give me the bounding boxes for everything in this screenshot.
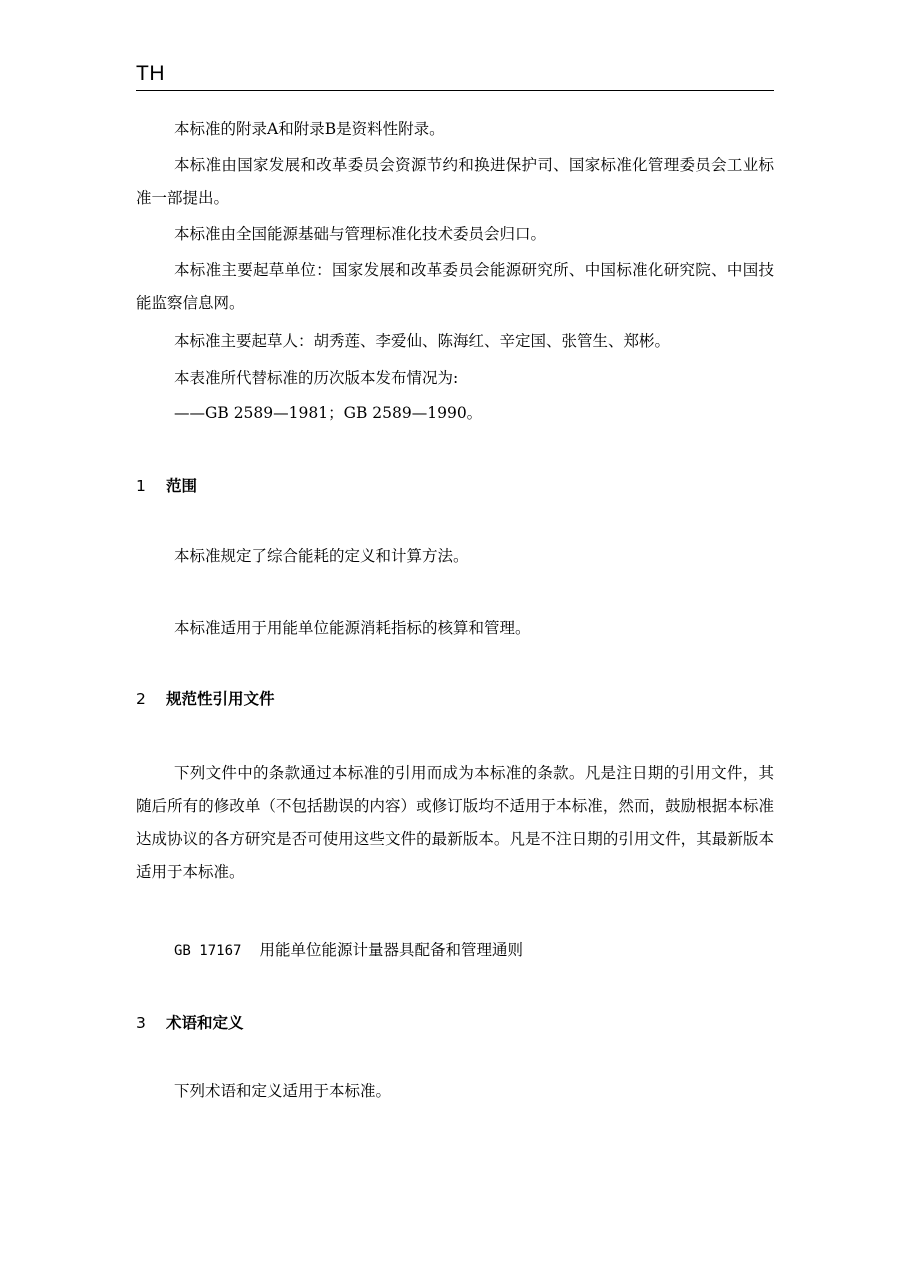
reference-code: GB 17167 (174, 943, 242, 959)
header-rule (136, 90, 774, 91)
foreword-paragraph: 本标准主要起草人：胡秀莲、李爱仙、陈海红、辛定国、张管生、郑彬。 (174, 332, 671, 350)
section-number: 1 (136, 477, 146, 495)
section-paragraph: 下列文件中的条款通过本标准的引用而成为本标准的条款。凡是注日期的引用文件，其随后所有的修改单（不包括勘误的内容）或修订版均不适用于本标准，然而，鼓励根据本标准达成协议的各方研究是否可使用这些文件的最新版本。凡是不注日期的引用文件，其最新版本适用于本标准。 (136, 764, 774, 881)
foreword-paragraph: 本标准由全国能源基础与管理标准化技术委员会归口。 (174, 225, 547, 243)
standard-header-code: TH (136, 62, 165, 85)
normative-reference-item (174, 939, 774, 962)
section-number: 2 (136, 690, 146, 708)
section-paragraph: 下列术语和定义适用于本标准。 (174, 1082, 392, 1100)
foreword-paragraph: ——GB 2589—1981；GB 2589—1990。 (174, 404, 483, 422)
section-heading-terms-definitions (136, 1012, 774, 1034)
section-title: 规范性引用文件 (166, 690, 275, 708)
section-heading-scope (136, 475, 774, 497)
reference-title: 用能单位能源计量器具配备和管理通则 (259, 941, 523, 959)
foreword-paragraph: 本表准所代替标准的历次版本发布情况为: (174, 369, 459, 387)
section-paragraph: 本标准适用于用能单位能源消耗指标的核算和管理。 (174, 619, 531, 637)
section-title: 范围 (166, 477, 198, 495)
section-heading-normative-references (136, 688, 774, 710)
foreword-paragraph: 本标准主要起草单位：国家发展和改革委员会能源研究所、中国标准化研究院、中国技能监察信息网。 (136, 261, 774, 312)
section-number: 3 (136, 1014, 146, 1032)
section-title: 术语和定义 (166, 1014, 244, 1032)
foreword-paragraph: 本标准由国家发展和改革委员会资源节约和换进保护司、国家标准化管理委员会工业标准一部提出。 (136, 156, 774, 207)
section-paragraph: 本标准规定了综合能耗的定义和计算方法。 (174, 547, 469, 565)
foreword-paragraph: 本标准的附录A和附录B是资料性附录。 (174, 120, 445, 138)
